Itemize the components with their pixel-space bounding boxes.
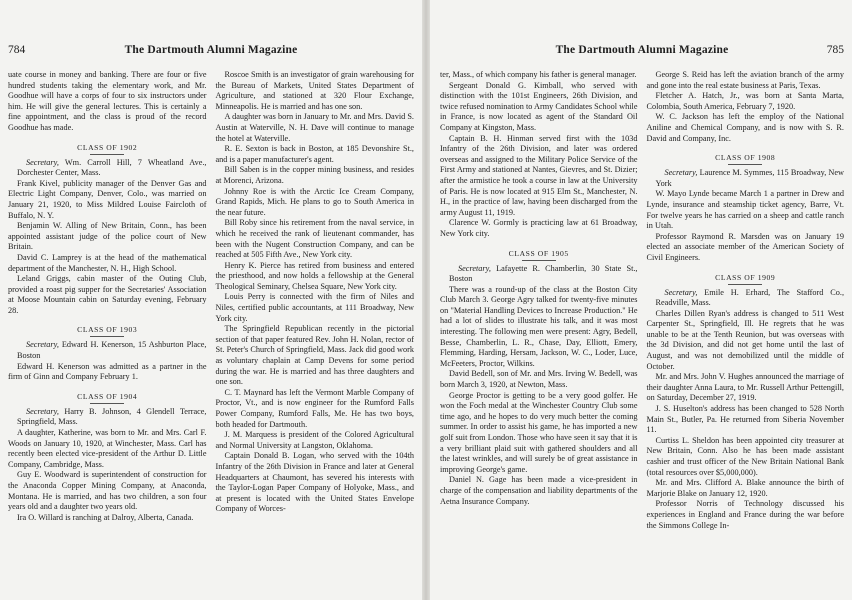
news-paragraph: Edward H. Kenerson was admitted as a partner in the firm of Ginn and Company February 1. [8, 361, 207, 382]
secretary-label: Secretary, [664, 168, 698, 178]
news-paragraph: uate course in money and banking. There are four or five hundred students taking the elementary work, and Mr. Goodhue will have a corps of four to six instructors under him. He will give the general lectures. This is certainly a fine appointment, and the class is proud of the record Goodhue has made. [8, 70, 207, 132]
news-paragraph: Johnny Roe is with the Arctic Ice Cream Company, Grand Rapids, Mich. He plans to go to South America in the near future. [215, 186, 414, 217]
news-paragraph: Sergeant Donald G. Kimball, who served with distinction with the 101st Engineers, 26th Division, and twice refused nomination to Army Candidates School while in France, is now located as agent of the Standard Oil Company at Kingston, Mass. [440, 80, 638, 132]
class-heading-rule [90, 154, 124, 155]
news-paragraph: George Proctor is getting to be a very good golfer. He won the Foch medal at the Winchester Country Club some time ago, and he hopes to do very much better the coming summer. In order to assist his game, he has imported a new golf suit from London. Those who have seen it say that it is a very brilliant plaid suit with gathered shoulders and all the latest wrinkles, and will surely be of great assistance in improving George's game. [440, 390, 638, 474]
news-paragraph: Clarence W. Gormly is practicing law at 61 Broadway, New York city. [440, 218, 638, 238]
news-paragraph: Curtiss L. Sheldon has been appointed city treasurer at New Britain, Conn. Also he has been made assistant cashier and trust officer of the New Britain National Bank (total resources over $5,000,000). [646, 435, 844, 477]
book-gutter [422, 0, 430, 600]
news-paragraph: R. E. Sexton is back in Boston, at 185 Devonshire St., and is a paper manufacturer's agent. [215, 144, 414, 164]
secretary-label: Secretary, [26, 157, 59, 167]
news-paragraph: Professor Raymond R. Marsden was on January 19 elected an associate member of the American Society of Civil Engineers. [646, 231, 844, 262]
secretary-address: Edward H. Kenerson, 15 Ashburton Place, Boston [17, 340, 207, 361]
class-secretary [647, 288, 845, 309]
page-number-right: 785 [826, 44, 844, 56]
left-page [0, 0, 422, 600]
left-page-column-1 [8, 70, 207, 523]
class-secretary [8, 407, 207, 428]
right-page-column-2 [647, 70, 845, 531]
news-paragraph: Mr. and Mrs. Clifford A. Blake announce the birth of Marjorie Blake on January 12, 1920. [646, 478, 844, 498]
class-heading: CLASS OF 1903 [77, 325, 138, 335]
news-paragraph: Captain Donald B. Logan, who served with the 104th Infantry of the 26th Division in France and later at General Headquarters at Chaumont, has severed his interests with the Taylor-Logan Paper Company of Holyoke, Mass., and at present is located with the United States Envelope Company of Worces- [215, 451, 414, 514]
news-paragraph: Louis Perry is connected with the firm of Niles and Niles, certified public accountants, at 111 Broadway, New York city. [215, 292, 414, 323]
secretary-address: Emile H. Erhard, The Stafford Co., Readville, Mass. [655, 287, 845, 308]
left-page-column-2 [216, 70, 415, 523]
class-heading-rule [728, 164, 762, 165]
secretary-address: Laurence M. Symmes, 115 Broadway, New York [655, 168, 844, 188]
class-heading: CLASS OF 1908 [715, 153, 776, 163]
news-paragraph: J. S. Huselton's address has been changed to 528 North Main St., Butler, Pa. He returned from Siberia November 11. [646, 404, 844, 435]
news-paragraph: The Springfield Republican recently in the pictorial section of that paper featured Rev. John H. Nolan, rector of St. Peter's Church of Springfield, Mass. Jack did good work as voluntary chaplain at Camp Devens for some period during the war. He is married and has three daughters and one son. [215, 324, 414, 387]
news-paragraph: Benjamin W. Alling of New Britain, Conn., has been appointed assistant judge of the police court of New Britain. [8, 221, 207, 252]
class-secretary [8, 340, 207, 361]
news-paragraph: David Bedell, son of Mr. and Mrs. Irving W. Bedell, was born March 3, 1920, at Newton, Mass. [440, 369, 638, 390]
secretary-address: Lafayette R. Chamberlin, 30 State St., Boston [449, 263, 638, 284]
class-heading: CLASS OF 1909 [715, 272, 776, 282]
news-paragraph: ter, Mass., of which company his father is general manager. [440, 70, 637, 79]
running-head-left [8, 44, 414, 64]
news-paragraph: C. T. Maynard has left the Vermont Marble Company of Proctor, Vt., and is now engineer for the Rumford Falls Power Company, Rumford Falls, Me. He has two boys, both headed for Dartmouth. [215, 387, 414, 429]
class-heading-rule [728, 284, 762, 285]
secretary-label: Secretary, [458, 263, 491, 273]
news-paragraph: Charles Dillen Ryan's address is changed to 511 West Carpenter St., Springfield, Ill. He regrets that he was unable to be at the Tenth Reunion, but was overseas with the 3d Division, and did not get home until the last of August, and was not demobilized until the middle of October. [646, 308, 844, 371]
news-paragraph: A daughter, Katherine, was born to Mr. and Mrs. Carl F. Woods on January 10, 1920, at Winchester, Mass. Carl has recently been elected vice-president of the Arthur D. Little Company, Cambridge, Mass. [8, 428, 207, 469]
secretary-label: Secretary, [26, 406, 59, 416]
secretary-label: Secretary, [664, 287, 698, 297]
news-paragraph: Guy E. Woodward is superintendent of construction for the Anaconda Copper Mining Company, at Anaconda, Montana. He is married, and has two children, a son four years old and a daughter two years old. [8, 470, 207, 512]
news-paragraph: There was a round-up of the class at the Boston City Club March 3. George Agry talked for twenty-five minutes on "Material Handling Devices to Increase Production." He had a lot of slides to illustrate his talk, and it was most interesting. The following men were present: Agry, Bedell, Besse, Chamberlin, L. R., Chase, Day, Elliott, Emery, Flemming, Harding, Hersam, Jackson, W. C., Loder, Luce, McFeeters, Proctor, Wilkins. [440, 284, 638, 368]
news-paragraph: Daniel N. Gage has been made a vice-president in charge of the compensation and liability departments of the Aetna Insurance Company. [440, 475, 638, 506]
running-head-right [440, 44, 844, 64]
class-heading-rule [90, 336, 124, 337]
news-paragraph: Leland Griggs, cabin master of the Outing Club, provided a roast pig supper for the Secretaries' Association at Moose Mountain cabin on Saturday evening, February 28. [8, 274, 207, 315]
class-secretary [440, 264, 638, 285]
secretary-address: Wm. Carroll Hill, 7 Wheatland Ave., Dorchester Center, Mass. [17, 157, 207, 178]
class-heading: CLASS OF 1902 [77, 142, 138, 152]
secretary-address: Harry B. Johnson, 4 Glendell Terrace, Springfield, Mass. [17, 406, 207, 427]
right-page [430, 0, 852, 600]
magazine-title-left: The Dartmouth Alumni Magazine [124, 44, 298, 56]
class-secretary [647, 168, 845, 189]
page-number-left: 784 [8, 44, 26, 56]
news-paragraph: Captain B. H. Hinman served first with the 103d Infantry of the 26th Division, and later was ordered overseas and assigned to the Military Police Service of the First Army and stationed at Nantes, Gievres, and St. Dizier; after the armistice he took a course in law at the University of Paris. He is now located at 915 Elm St., Manchester, N. H., in the practice of law, having been discharged from the army August 11, 1919. [440, 133, 638, 217]
news-paragraph: A daughter was born in January to Mr. and Mrs. David S. Austin at Waterville, N. H. Dave will continue to manage the hotel at Waterville. [215, 112, 414, 143]
news-paragraph: Henry K. Pierce has retired from business and entered the priesthood, and now holds a fellowship at the General Theological Seminary, Chelsea Square, New York city. [215, 260, 414, 291]
news-paragraph: Roscoe Smith is an investigator of grain warehousing for the Bureau of Markets, United States Department of Agriculture, and stationed at 320 Flour Exchange, Minneapolis. He is married and has one son. [215, 70, 414, 111]
news-paragraph: Ira O. Willard is ranching at Dalroy, Alberta, Canada. [17, 512, 194, 522]
news-paragraph: David C. Lamprey is at the head of the mathematical department of the Manchester, N. H., High School. [8, 252, 207, 273]
news-paragraph: Mr. and Mrs. John V. Hughes announced the marriage of their daughter Anna Laura, to Mr. Russell Arthur Pettengill, on Saturday, December 27, 1919. [646, 372, 844, 403]
class-heading: CLASS OF 1905 [508, 248, 569, 258]
news-paragraph: W. C. Jackson has left the employ of the National Aniline and Chemical Company, and is now with S. R. David and Company, Inc. [646, 112, 844, 143]
news-paragraph: W. Mayo Lynde became March 1 a partner in Drew and Lynde, insurance and steamship ticket agency, Barre, Vt. For twelve years he has carried on a sheep and cattle ranch in Utah. [646, 189, 844, 231]
class-heading-rule [90, 403, 124, 404]
news-paragraph: J. M. Marquess is president of the Colored Agricultural and Normal University at Langston, Oklahoma. [215, 430, 414, 450]
news-paragraph: George S. Reid has left the aviation branch of the army and gone into the real estate business at Paris, Texas. [646, 70, 844, 90]
news-paragraph: Bill Roby since his retirement from the naval service, in which he received the rank of lieutenant commander, has been with the Nugent Construction Company, and can be reached at 505 Fifth Ave., New York city. [215, 218, 414, 260]
class-secretary [8, 158, 207, 179]
news-paragraph: Frank Kivel, publicity manager of the Denver Gas and Electric Light Company, Denver, Colo., was married on January 21, 1920, to Miss Mildred Louise Faircloth of Buffalo, N. Y. [8, 178, 207, 220]
magazine-title-right: The Dartmouth Alumni Magazine [555, 44, 729, 56]
right-page-column-1 [440, 70, 638, 531]
news-paragraph: Professor Norris of Technology discussed his experiences in England and France during the war before the Simmons College In- [646, 499, 844, 530]
secretary-label: Secretary, [26, 340, 59, 350]
class-heading: CLASS OF 1904 [77, 391, 138, 401]
class-heading-rule [522, 260, 556, 261]
news-paragraph: Fletcher A. Hatch, Jr., was born at Santa Marta, Colombia, South America, February 7, 1920. [646, 91, 844, 111]
news-paragraph: Bill Saben is in the copper mining business, and resides at Morenci, Arizona. [215, 165, 414, 185]
